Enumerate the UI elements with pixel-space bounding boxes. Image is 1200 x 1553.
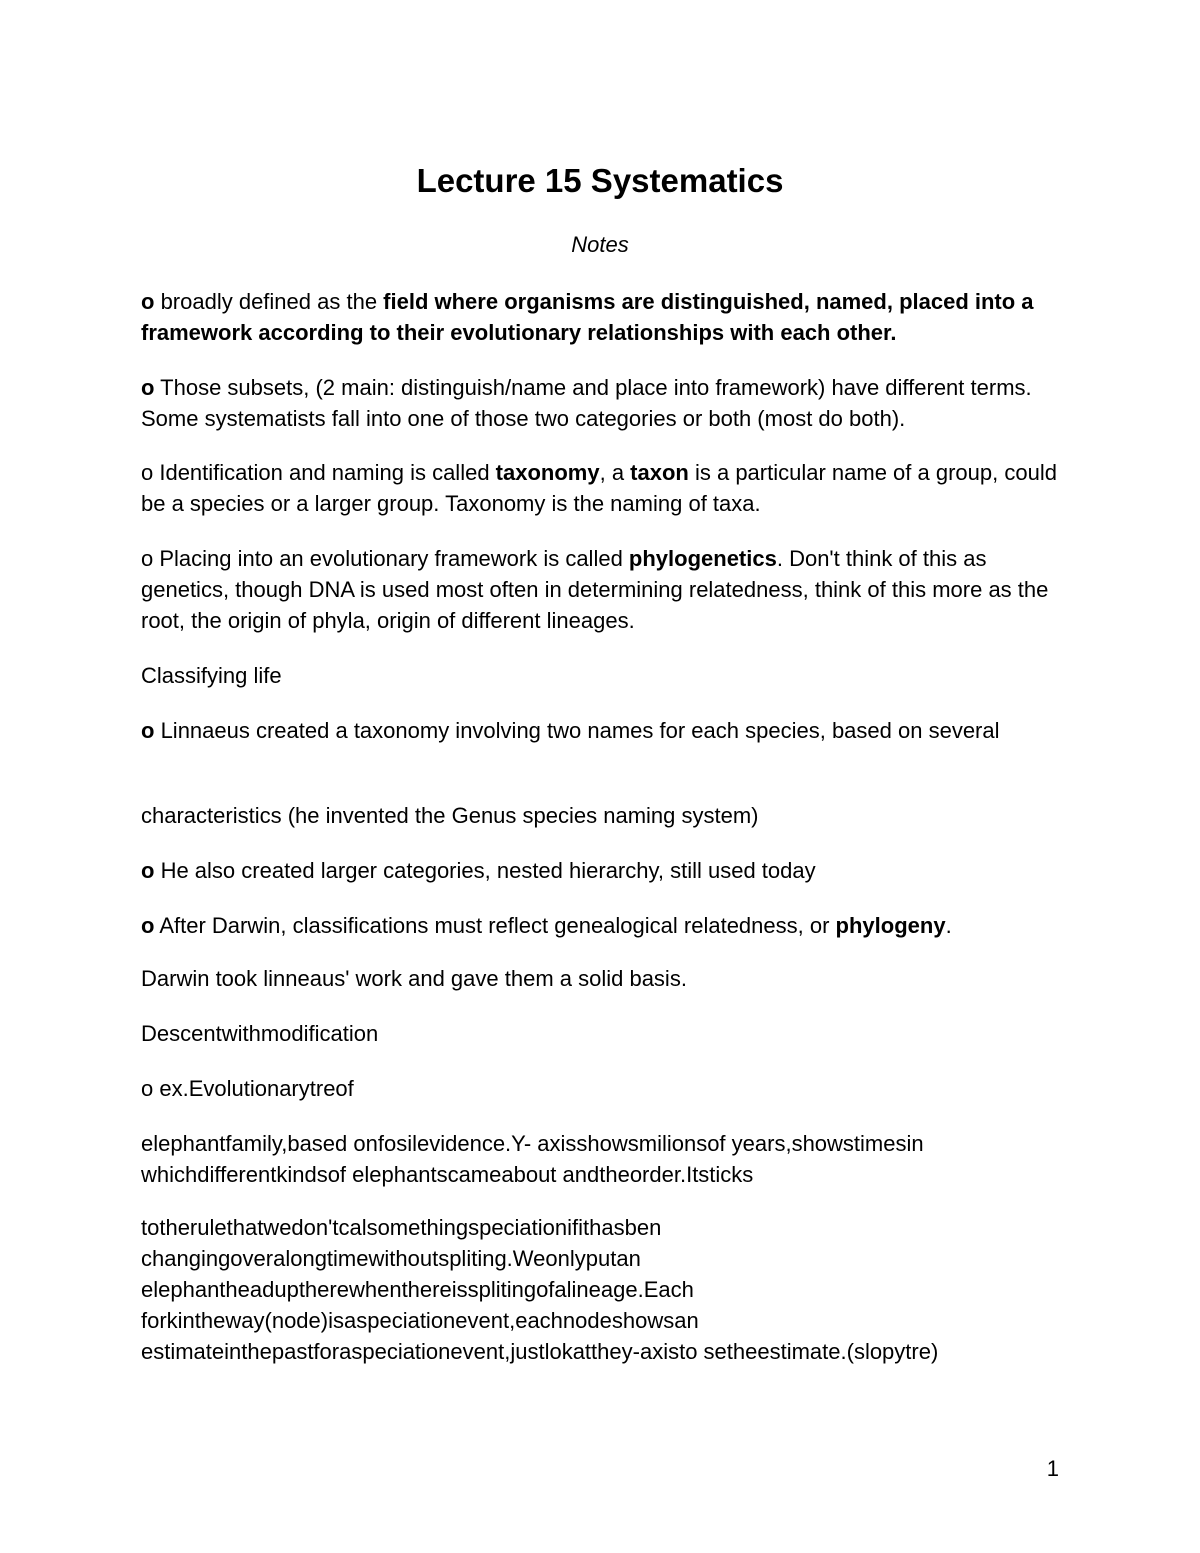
- term-phylogenetics: phylogenetics: [628, 546, 777, 571]
- paragraph-text: o Identification and naming is called: [141, 460, 496, 485]
- paragraph-text: , a: [599, 460, 631, 485]
- bullet: o: [141, 375, 155, 400]
- text-line: elephantheaduptherewhenthereissplitingofalineage.Each: [141, 1277, 694, 1302]
- paragraph-characteristics: characteristics (he invented the Genus species naming system): [141, 803, 759, 828]
- page-title: Lecture 15 Systematics: [416, 162, 784, 199]
- paragraph-text: is a particular name of a group, could be a species or a larger group. Taxonomy is the naming of taxa.: [141, 460, 1057, 516]
- bullet: o: [141, 718, 155, 743]
- paragraph-text: broadly defined as the: [154, 289, 384, 314]
- paragraph-text: . Don't think of this as genetics, though DNA is used most often in determining relatedness, think of this more as the root, the origin of phyla, origin of different lineages.: [141, 546, 1049, 633]
- paragraph-speciation: [141, 1212, 1071, 1367]
- paragraph-darwin-phylogeny: [141, 910, 1071, 941]
- paragraph-example: o ex.Evolutionarytreof: [141, 1076, 354, 1101]
- page-subtitle: Notes: [571, 232, 629, 257]
- paragraph-bold-text: field where organisms are distinguished, named, placed into a framework according to their evolutionary relationships with each other.: [141, 289, 1034, 345]
- term-taxon: taxon: [630, 460, 689, 485]
- paragraph-text: After Darwin, classifications must reflect genealogical relatedness, or: [154, 913, 836, 938]
- paragraph-linnaeus: [141, 715, 1071, 746]
- paragraph-subsets: [141, 372, 1071, 434]
- text-line: elephantfamily,based onfosilevidence.Y- axisshowsmilionsof years,showstimesin: [141, 1131, 924, 1156]
- text-line: estimateinthepastforaspeciationevent,justlokatthey-axisto setheestimate.(slopytre): [141, 1339, 939, 1364]
- term-phylogeny: phylogeny: [835, 913, 946, 938]
- paragraph-phylogenetics: [141, 543, 1071, 636]
- paragraph-text: Linnaeus created a taxonomy involving two names for each species, based on several: [154, 718, 1000, 743]
- text-line: changingoveralongtimewithoutspliting.Weonlyputan: [141, 1246, 641, 1271]
- text-line: whichdifferentkindsof elephantscameabout andtheorder.Itsticks: [141, 1162, 754, 1187]
- paragraph-descent: Descentwithmodification: [141, 1021, 379, 1046]
- paragraph-hierarchy: [141, 855, 1071, 886]
- paragraph-text: He also created larger categories, nested hierarchy, still used today: [154, 858, 816, 883]
- paragraph-elephant-family: [141, 1128, 1071, 1190]
- paragraph-text: o Placing into an evolutionary framework is called: [141, 546, 629, 571]
- section-heading-classifying-life: Classifying life: [141, 663, 282, 688]
- bullet: o: [141, 913, 155, 938]
- bullet: o: [141, 858, 155, 883]
- text-line: forkintheway(node)isaspeciationevent,eachnodeshowsan: [141, 1308, 699, 1333]
- term-taxonomy: taxonomy: [495, 460, 600, 485]
- paragraph-text: Those subsets, (2 main: distinguish/name and place into framework) have different terms. Some systematists fall into one of those two categories or both (most do both).: [141, 375, 1032, 431]
- text-line: totherulethatwedon'tcalsomethingspeciationifithasben: [141, 1215, 662, 1240]
- paragraph-taxonomy: [141, 457, 1071, 519]
- paragraph-definition: [141, 286, 1071, 348]
- bullet: o: [141, 289, 155, 314]
- paragraph-text: .: [945, 913, 952, 938]
- page-number: 1: [1046, 1456, 1059, 1481]
- paragraph-darwin-basis: Darwin took linneaus' work and gave them a solid basis.: [141, 966, 687, 991]
